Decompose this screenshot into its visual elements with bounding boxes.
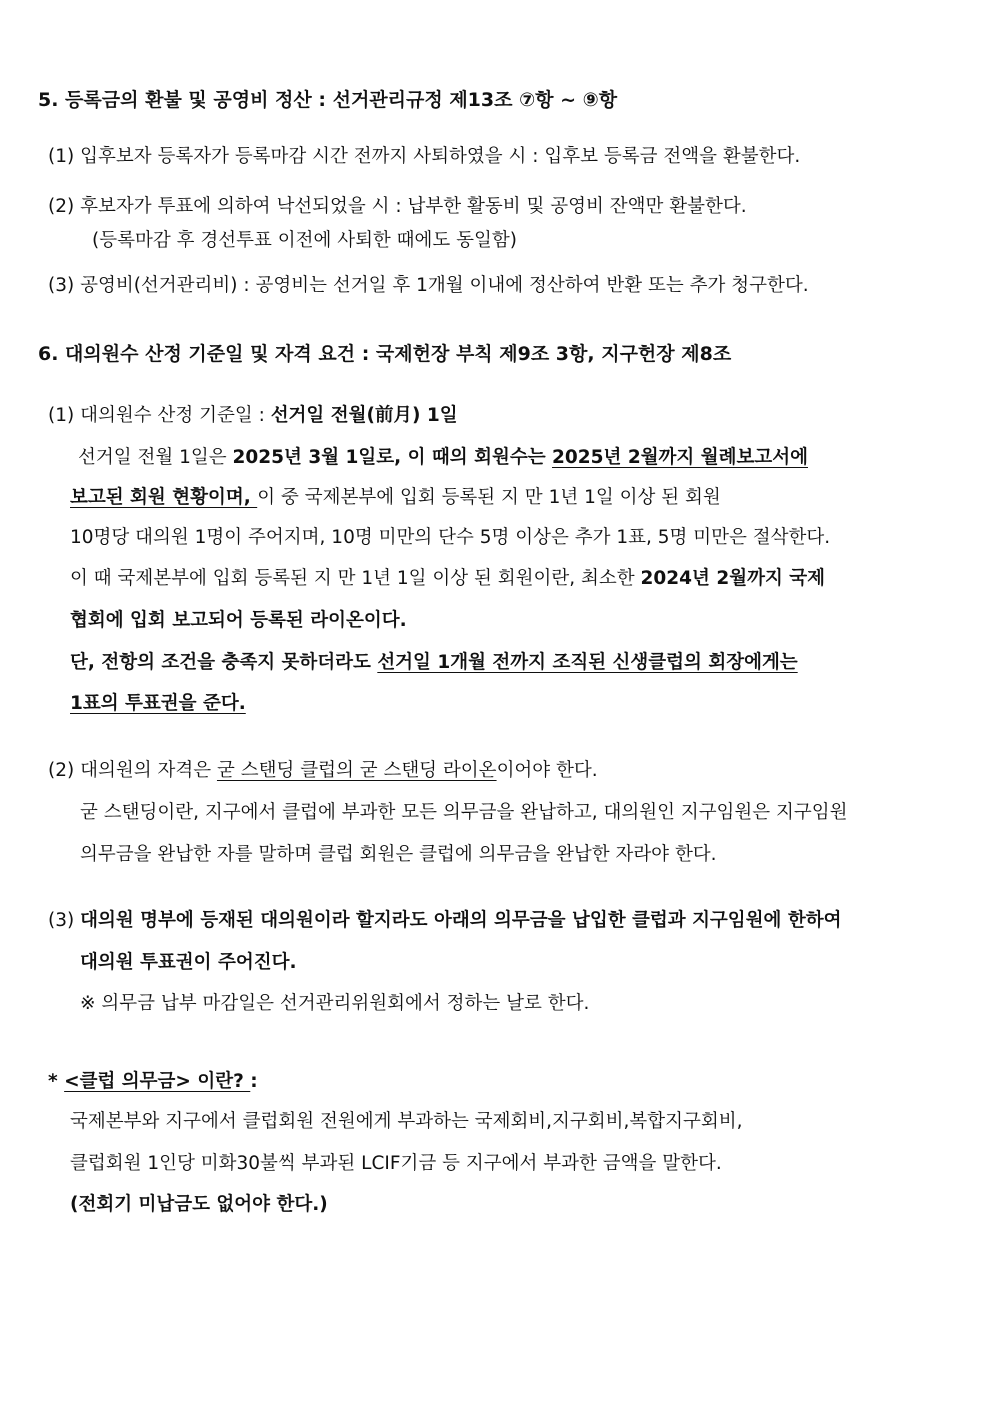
point-3-note: ※ 의무금 납부 마감일은 선거관리위원회에서 정하는 날로 한다. <box>80 993 590 1014</box>
point-3-number: (3) <box>48 910 81 931</box>
section-5-item-2: (2) 후보자가 투표에 의하여 낙선되었을 시 : 납부한 활동비 및 공영비 잔액만 환불한다. <box>48 196 747 217</box>
section-5-heading: 5. 등록금의 환불 및 공영비 정산 : 선거관리규정 제13조 ⑦항 ~ ⑨항 <box>38 89 618 111</box>
dues-title-text: <클럽 의무금> 이란? <box>64 1071 251 1092</box>
point-2-b: 굳 스탠딩 클럽의 굳 스탠딩 라이온 <box>216 760 497 781</box>
dues-title <box>48 1070 258 1094</box>
point-1-line-4 <box>70 567 825 591</box>
section-6-heading: 6. 대의원수 산정 기준일 및 자격 요건 : 국제헌장 부칙 제9조 3항, 지구헌장 제8조 <box>38 343 732 365</box>
dues-line-3: (전회기 미납금도 없어야 한다.) <box>70 1194 328 1215</box>
point-1-line-3: 10명당 대의원 1명이 주어지며, 10명 미만의 단수 5명 이상은 추가 1표, 5명 미만은 절삭한다. <box>70 527 831 548</box>
dues-line-1: 국제본부와 지구에서 클럽회원 전원에게 부과하는 국제회비,지구회비,복합지구회비, <box>70 1111 743 1132</box>
point-1-line-2-a: 보고된 회원 현황이며, <box>70 487 258 508</box>
section-5-item-3: (3) 공영비(선거관리비) : 공영비는 선거일 후 1개월 이내에 정산하여 반환 또는 추가 청구한다. <box>48 275 809 296</box>
point-1-line-2 <box>70 486 721 510</box>
point-1-line-6 <box>70 651 798 675</box>
dues-colon: : <box>250 1071 258 1092</box>
point-1-line-4-a: 이 때 국제본부에 입회 등록된 지 만 1년 1일 이상 된 회원이란, 최소한 <box>70 568 641 589</box>
point-1-line-1-a: 선거일 전월 1일은 <box>78 447 233 468</box>
point-1-line-1-b: 2025년 3월 1일로, 이 때의 회원수는 <box>232 447 553 468</box>
section-6-point-3 <box>48 909 841 933</box>
point-1-line-6-b: 선거일 1개월 전까지 조직된 신생클럽의 회장에게는 <box>377 652 798 673</box>
dues-line-2: 클럽회원 1인당 미화30불씩 부과된 LCIF기금 등 지구에서 부과한 금액을 말한다. <box>70 1153 722 1174</box>
dues-star: * <box>48 1071 65 1092</box>
point-1-line-6-a: 단, 전항의 조건을 충족지 못하더라도 <box>70 652 378 673</box>
point-1-line-1 <box>78 446 808 470</box>
point-3-line-1: 대의원 명부에 등재된 대의원이라 할지라도 아래의 의무금을 납입한 클럽과 지구임원에 한하여 <box>80 910 842 931</box>
point-1-line-5: 협회에 입회 보고되어 등록된 라이온이다. <box>70 610 407 631</box>
section-5-item-2-note: (등록마감 후 경선투표 이전에 사퇴한 때에도 동일함) <box>92 230 518 251</box>
section-6-point-2 <box>48 759 598 783</box>
section-6-point-1-title <box>48 404 458 428</box>
point-1-line-7: 1표의 투표권을 준다. <box>70 693 246 714</box>
point-1-label: (1) 대의원수 산정 기준일 : <box>48 405 271 426</box>
point-2-c: 이어야 한다. <box>496 760 598 781</box>
point-1-line-1-c: 2025년 2월까지 월례보고서에 <box>552 447 808 468</box>
point-1-line-2-b: 이 중 국제본부에 입회 등록된 지 만 1년 1일 이상 된 회원 <box>257 487 721 508</box>
point-1-value: 선거일 전월(前月) 1일 <box>270 405 458 426</box>
point-2-line-2: 굳 스탠딩이란, 지구에서 클럽에 부과한 모든 의무금을 완납하고, 대의원인 지구임원은 지구임원 <box>80 802 848 823</box>
point-2-line-3: 의무금을 완납한 자를 말하며 클럽 회원은 클럽에 의무금을 완납한 자라야 한다. <box>80 844 717 865</box>
point-2-a: (2) 대의원의 자격은 <box>48 760 217 781</box>
point-1-line-4-b: 2024년 2월까지 국제 <box>640 568 826 589</box>
point-3-line-2: 대의원 투표권이 주어진다. <box>80 952 297 973</box>
section-5-item-1: (1) 입후보자 등록자가 등록마감 시간 전까지 사퇴하였을 시 : 입후보 등록금 전액을 환불한다. <box>48 146 801 167</box>
